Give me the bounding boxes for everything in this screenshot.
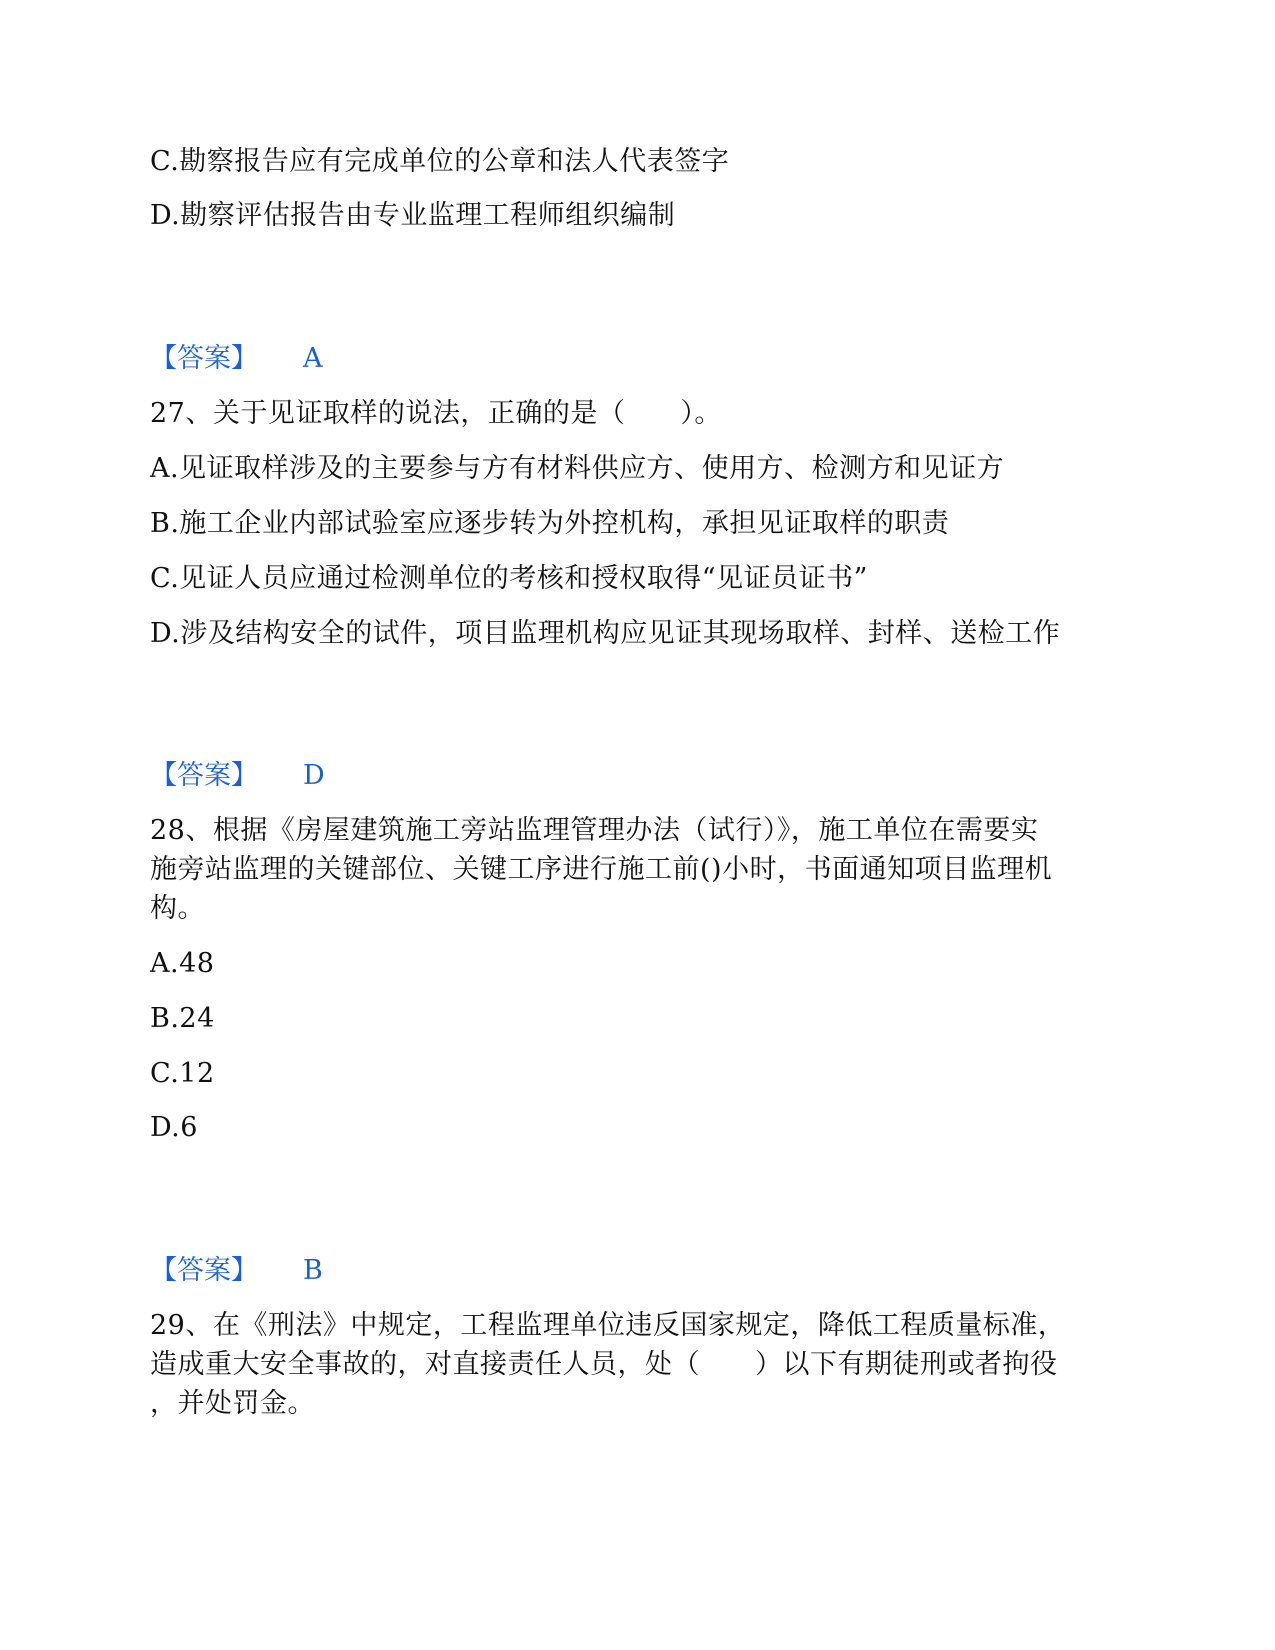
q28-option-b: B.24: [150, 1003, 215, 1034]
q28-question-line-1: 28、根据《房屋建筑施工旁站监理管理办法（试行）》，施工单位在需要实: [150, 815, 1039, 846]
answer-label: 【答案】: [150, 343, 258, 374]
q28-answer: [150, 1252, 323, 1290]
q28-option-c: C.12: [150, 1058, 215, 1089]
q28-question-line-3: 构。: [150, 893, 205, 924]
q27-option-c: C.见证人员应通过检测单位的考核和授权取得“见证员证书”: [150, 563, 868, 594]
q29-question-line-3: ，并处罚金。: [150, 1388, 315, 1419]
q27-answer: [150, 757, 325, 795]
q27-option-b: B.施工企业内部试验室应逐步转为外控机构，承担见证取样的职责: [150, 508, 950, 539]
q26-option-c: C.勘察报告应有完成单位的公章和法人代表签字: [150, 146, 730, 177]
answer-label: 【答案】: [150, 760, 258, 791]
q26-answer: [150, 340, 323, 378]
q27-option-d: D.涉及结构安全的试件，项目监理机构应见证其现场取样、封样、送检工作: [150, 618, 1061, 649]
q28-option-a: A.48: [150, 948, 215, 979]
q29-question-line-2: 造成重大安全事故的，对直接责任人员，处（ ）以下有期徒刑或者拘役: [150, 1349, 1058, 1380]
q27-option-a: A.见证取样涉及的主要参与方有材料供应方、使用方、检测方和见证方: [150, 453, 1005, 484]
q28-option-d: D.6: [150, 1112, 198, 1143]
answer-value: B: [303, 1255, 323, 1286]
answer-value: D: [303, 760, 325, 791]
answer-label: 【答案】: [150, 1255, 258, 1286]
q27-question: 27、关于见证取样的说法，正确的是（ ）。: [150, 398, 722, 429]
q26-option-d: D.勘察评估报告由专业监理工程师组织编制: [150, 200, 676, 231]
q28-question-line-2: 施旁站监理的关键部位、关键工序进行施工前()小时，书面通知项目监理机: [150, 854, 1053, 885]
answer-value: A: [303, 343, 323, 374]
q29-question-line-1: 29、在《刑法》中规定，工程监理单位违反国家规定，降低工程质量标准，: [150, 1310, 1066, 1341]
